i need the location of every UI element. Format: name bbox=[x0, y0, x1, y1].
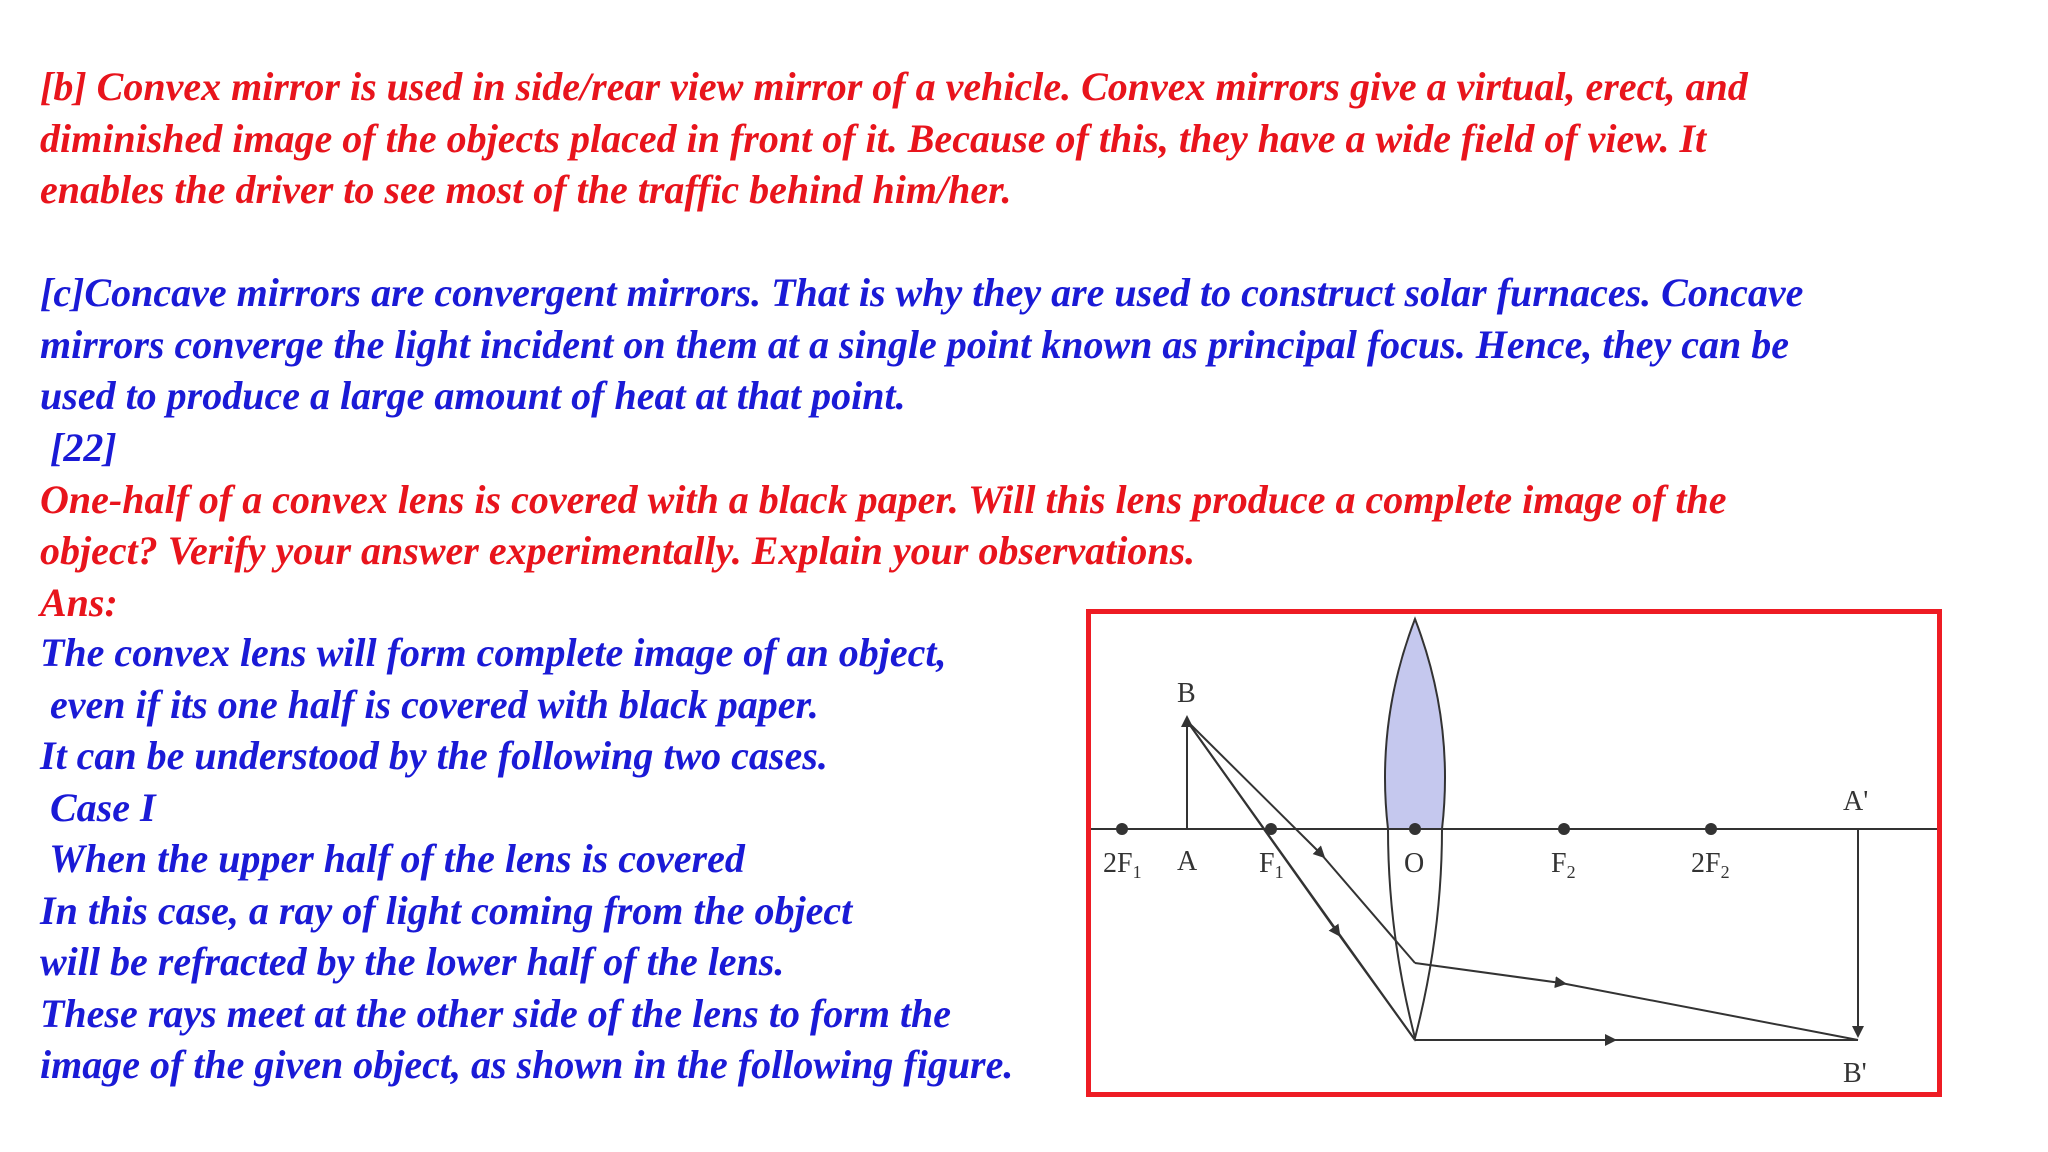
answer-line: When the upper half of the lens is covered bbox=[40, 836, 745, 881]
paragraph-b-line: [b] Convex mirror is used in side/rear view mirror of a vehicle. Convex mirrors give a virtual, erect, and bbox=[40, 64, 1748, 109]
label-2f1: $2F_1$ bbox=[1103, 848, 1142, 882]
answer-line: Case I bbox=[40, 784, 156, 830]
ray-lower-half-refracted-continued bbox=[1561, 983, 1858, 1040]
lens-covered-half bbox=[1385, 619, 1445, 829]
ray-lower-half-refracted bbox=[1415, 963, 1561, 983]
question-number: [22] bbox=[40, 425, 117, 470]
label-a-prime: A' bbox=[1843, 786, 1869, 817]
label-f2: $F_2$ bbox=[1551, 848, 1576, 882]
answer-line: The convex lens will form complete image of an object, bbox=[40, 630, 947, 675]
label-b-prime: B' bbox=[1843, 1058, 1867, 1089]
label-o: O bbox=[1404, 848, 1425, 879]
answer-line: In this case, a ray of light coming from the object bbox=[40, 887, 853, 933]
paragraph-c-line: [c]Concave mirrors are convergent mirrors. That is why they are used to construct solar furnaces. Concave bbox=[40, 270, 1804, 315]
question-22 bbox=[40, 422, 1727, 628]
lens-ray-diagram bbox=[1086, 609, 1942, 1097]
paragraph-c-line: used to produce a large amount of heat at that point. bbox=[40, 373, 906, 418]
paragraph-b-line: enables the driver to see most of the traffic behind him/her. bbox=[40, 167, 1012, 212]
label-a: A bbox=[1177, 846, 1198, 877]
answer-label: Ans: bbox=[40, 579, 118, 625]
label-b: B bbox=[1177, 678, 1196, 709]
label-2f2: $2F_2$ bbox=[1691, 848, 1730, 882]
answer-line: even if its one half is covered with black paper. bbox=[40, 681, 819, 727]
answer-line: It can be understood by the following two cases. bbox=[40, 733, 828, 778]
point-f2 bbox=[1558, 823, 1570, 835]
answer-line: image of the given object, as shown in the following figure. bbox=[40, 1042, 1014, 1087]
paragraph-c bbox=[40, 267, 1803, 422]
label-f1: $F_1$ bbox=[1259, 848, 1284, 882]
paragraph-c-line: mirrors converge the light incident on them at a single point known as principal focus. Hence, they can be bbox=[40, 321, 1789, 367]
answer-line: will be refracted by the lower half of the lens. bbox=[40, 939, 785, 984]
point-2f1 bbox=[1116, 823, 1128, 835]
ray-lower-half-incident-continued bbox=[1321, 854, 1415, 963]
question-line: One-half of a convex lens is covered with a black paper. Will this lens produce a complete image of the bbox=[40, 476, 1727, 522]
answer-line: These rays meet at the other side of the lens to form the bbox=[40, 990, 952, 1036]
point-o bbox=[1409, 823, 1421, 835]
ray-to-lens-bottom bbox=[1187, 721, 1415, 1040]
answer-text bbox=[40, 627, 1013, 1091]
point-2f2 bbox=[1705, 823, 1717, 835]
paragraph-b bbox=[40, 61, 1748, 216]
question-line: object? Verify your answer experimentally. Explain your observations. bbox=[40, 528, 1196, 573]
ray-lower-half-incident bbox=[1187, 721, 1321, 854]
paragraph-b-line: diminished image of the objects placed in front of it. Because of this, they have a wide field of view. It bbox=[40, 115, 1707, 161]
